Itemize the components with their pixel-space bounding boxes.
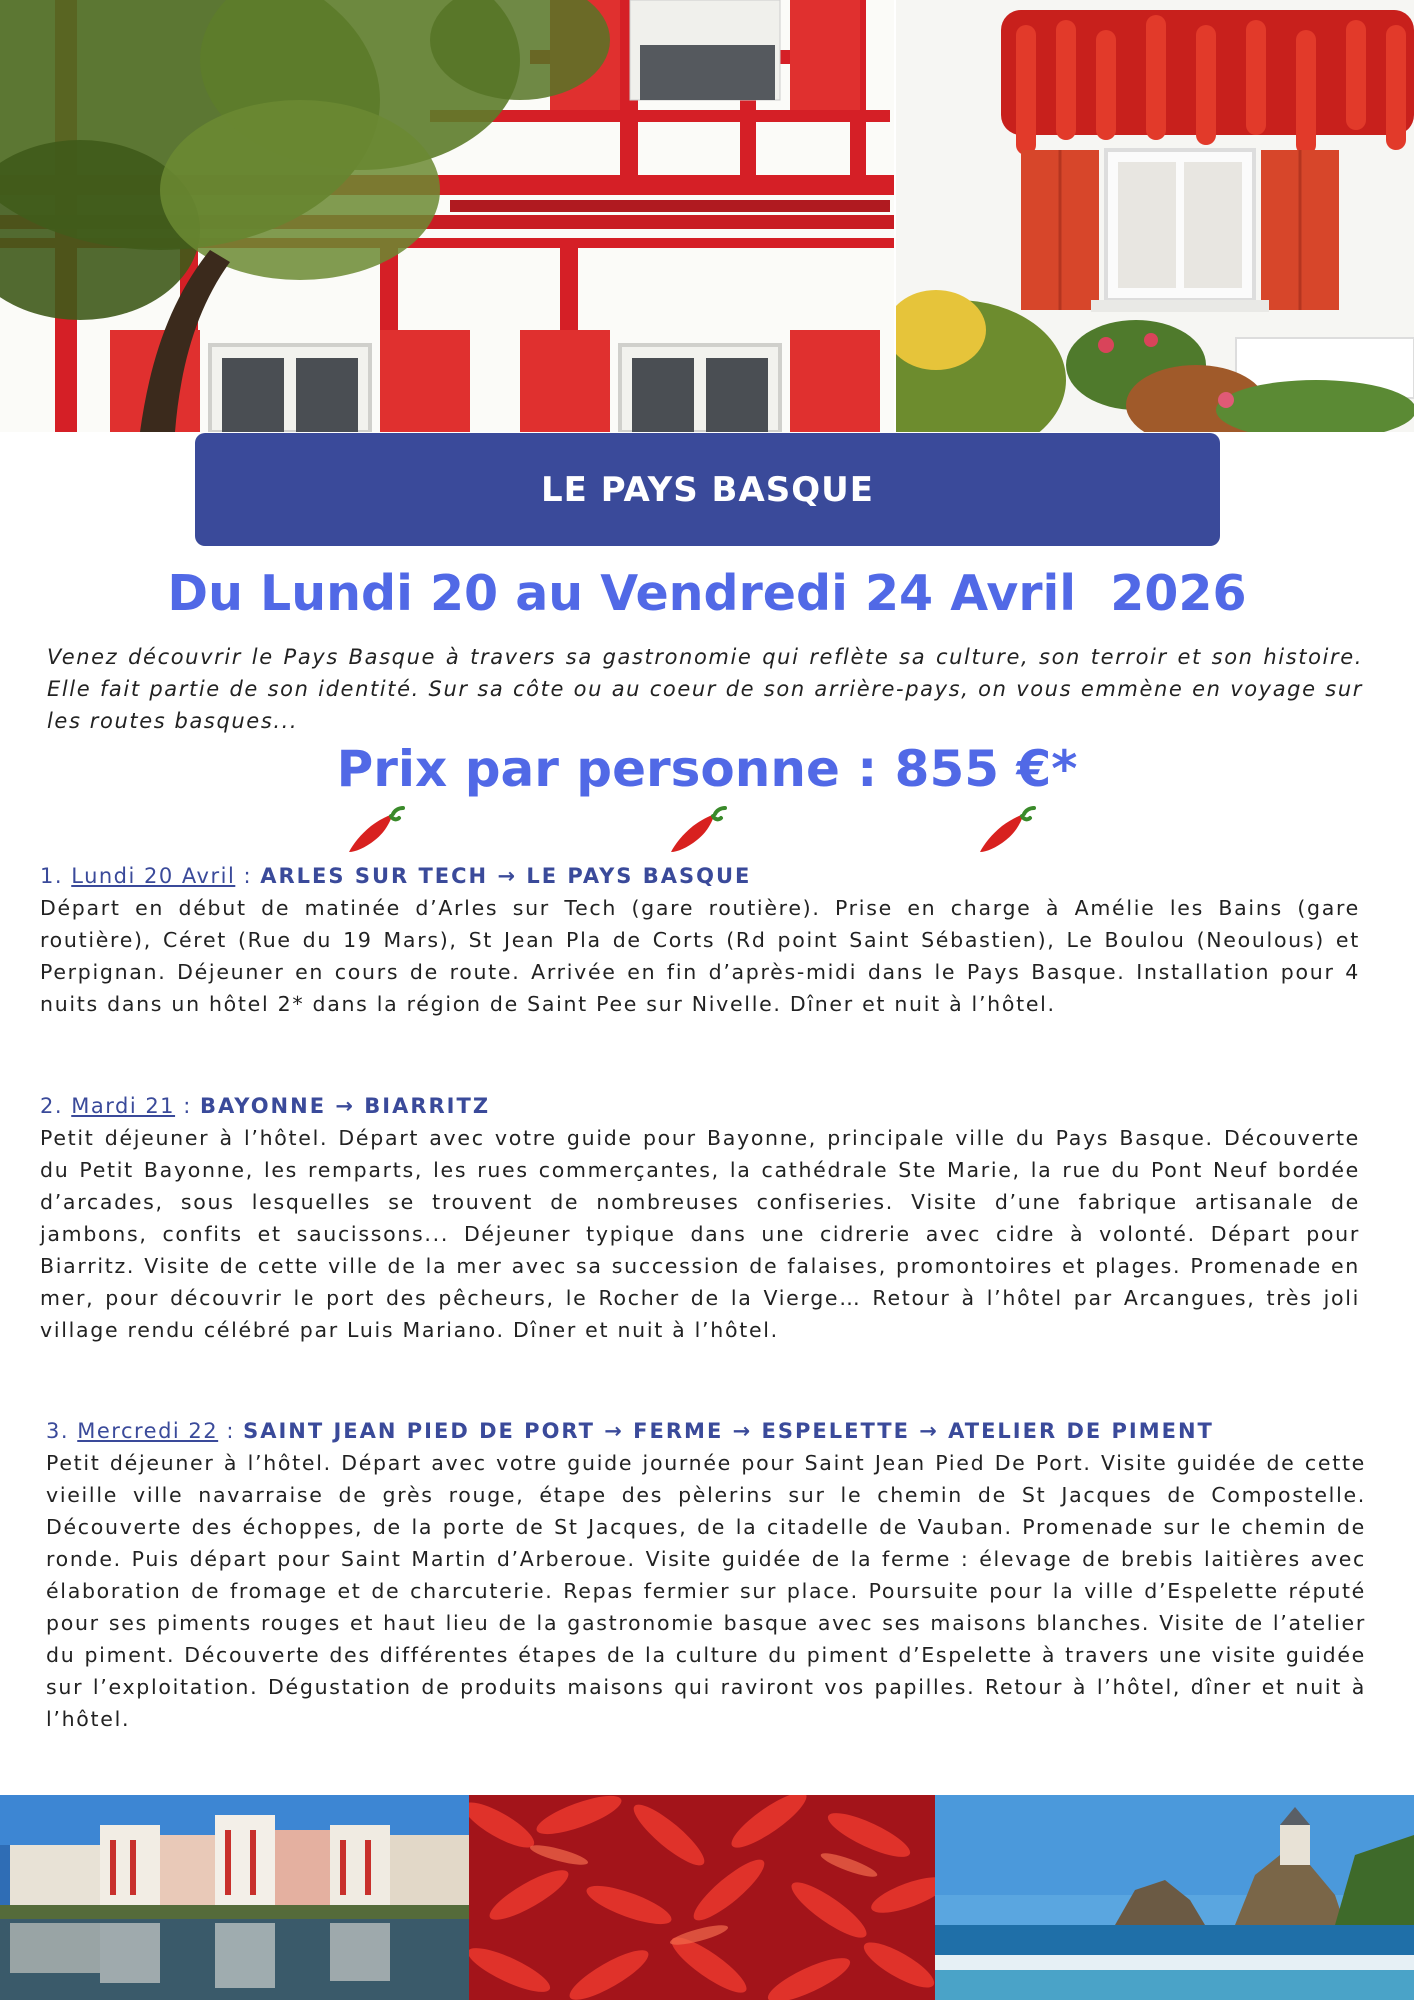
day-number: 2. <box>40 1094 64 1118</box>
day-date-link[interactable]: Lundi 20 Avril <box>71 864 236 888</box>
day-date-link[interactable]: Mercredi 22 <box>77 1419 219 1443</box>
day-route: ARLES SUR TECH → LE PAYS BASQUE <box>260 864 752 888</box>
photo-basque-house-facade <box>0 0 894 432</box>
photo-chili-peppers-window <box>896 0 1414 432</box>
photo-biarritz-coast <box>935 1795 1414 2000</box>
day-heading <box>40 1090 1360 1122</box>
chili-pepper-icon <box>667 806 727 858</box>
day-route: SAINT JEAN PIED DE PORT → FERME → ESPELETTE → ATELIER DE PIMENT <box>243 1419 1214 1443</box>
itinerary-day-3 <box>46 1415 1366 1735</box>
itinerary-day-2 <box>40 1090 1360 1346</box>
day-description: Petit déjeuner à l’hôtel. Départ avec votre guide journée pour Saint Jean Pied De Port. Visite guidée de cette vieille ville navarraise de grès rouge, étape des pèlerins sur le chemin de St Jacques de Compostelle. Découverte des échoppes, de la porte de St Jacques, de la citadelle de Vauban. Promenade sur le chemin de ronde. Puis départ pour Saint Martin d’Arberoue. Visite guidée de la ferme : élevage de brebis laitières avec élaboration de fromage et de charcuterie. Repas fermier sur place. Poursuite pour la ville d’Espelette réputé pour ses piments rouges et haut lieu de la gastronomie basque avec ses maisons blanches. Visite de l’atelier du piment. Découverte des différentes étapes de la culture du piment d’Espelette à travers une visite guidée sur l’exploitation. Dégustation de produits maisons qui raviront vos papilles. Retour à l’hôtel, dîner et nuit à l’hôtel. <box>46 1451 1366 1731</box>
day-separator: : <box>235 864 261 888</box>
day-heading <box>46 1415 1366 1447</box>
day-separator: : <box>175 1094 200 1118</box>
page-title: LE PAYS BASQUE <box>541 469 874 510</box>
intro-paragraph: Venez découvrir le Pays Basque à travers sa gastronomie qui reflète sa culture, son terroir et son histoire. Elle fait partie de son identité. Sur sa côte ou au coeur de son arrière-pays, on vous emmène en voyage sur les routes basques... <box>47 645 1363 733</box>
day-number: 3. <box>46 1419 70 1443</box>
day-date-link[interactable]: Mardi 21 <box>71 1094 176 1118</box>
trip-dates: Du Lundi 20 au Vendredi 24 Avril 2026 <box>167 565 1247 622</box>
day-description: Départ en début de matinée d’Arles sur Tech (gare routière). Prise en charge à Amélie les Bains (gare routière), Céret (Rue du 19 Mars), St Jean Pla de Corts (Rd point Saint Sébastien), Le Boulou (Neoulous) et Perpignan. Déjeuner en cours de route. Arrivée en fin d’après-midi dans le Pays Basque. Installation pour 4 nuits dans un hôtel 2* dans la région de Saint Pee sur Nivelle. Dîner et nuit à l’hôtel. <box>40 896 1360 1016</box>
day-description: Petit déjeuner à l’hôtel. Départ avec votre guide pour Bayonne, principale ville du Pays Basque. Découverte du Petit Bayonne, les remparts, les rues commerçantes, la cathédrale Ste Marie, la rue du Pont Neuf bordée d’arcades, sous lesquelles se trouvent de nombreuses confiseries. Visite d’une fabrique artisanale de jambons, confits et saucissons... Déjeuner typique dans une cidrerie avec cidre à volonté. Départ pour Biarritz. Visite de cette ville de la mer avec sa succession de falaises, promontoires et plages. Promenade en mer, pour découvrir le port des pêcheurs, le Rocher de la Vierge… Retour à l’hôtel par Arcangues, très joli village rendu célébré par Luis Mariano. Dîner et nuit à l’hôtel. <box>40 1126 1360 1342</box>
title-banner <box>195 433 1220 546</box>
price-per-person: Prix par personne : 855 €* <box>336 740 1078 798</box>
chili-pepper-icon <box>345 806 405 858</box>
day-number: 1. <box>40 864 64 888</box>
day-heading <box>40 860 1360 892</box>
day-separator: : <box>218 1419 244 1443</box>
photo-bayonne-riverfront <box>0 1795 469 2000</box>
photo-dried-chili-peppers <box>469 1795 935 2000</box>
chili-pepper-icon <box>976 806 1036 858</box>
day-route: BAYONNE → BIARRITZ <box>200 1094 491 1118</box>
itinerary-day-1 <box>40 860 1360 1020</box>
